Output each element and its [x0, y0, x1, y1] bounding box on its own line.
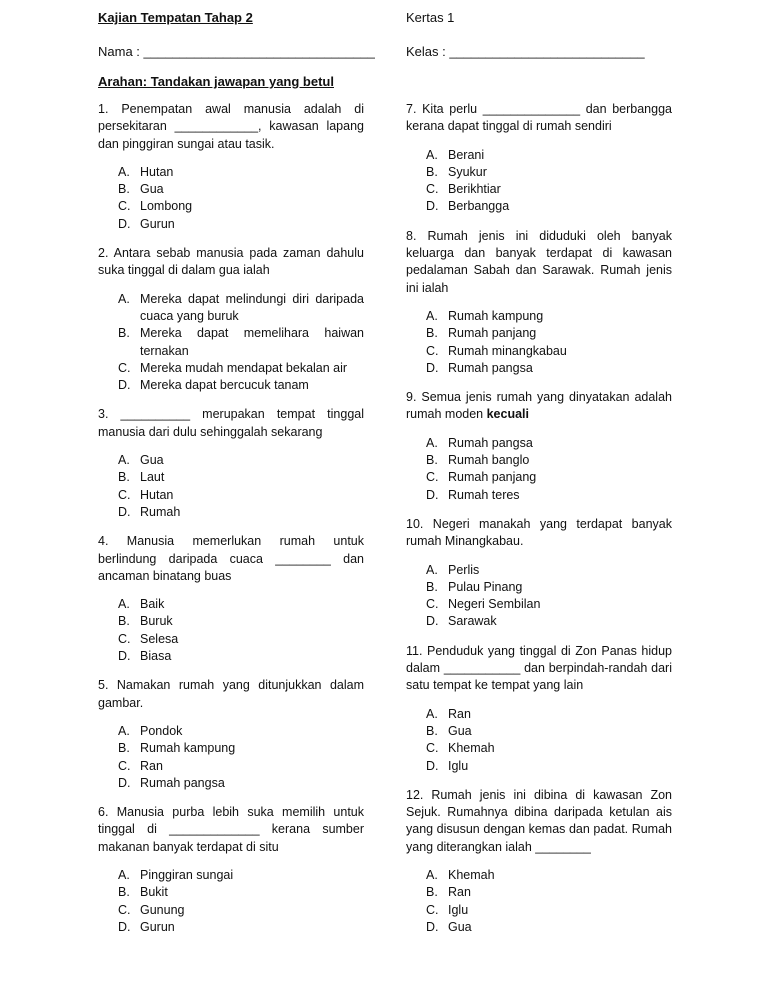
option-letter: B.	[118, 885, 130, 900]
option-text: Mereka dapat bercucuk tanam	[140, 378, 309, 393]
option-letter: C.	[426, 902, 439, 917]
answer-option	[118, 740, 364, 757]
question-body: 4. Manusia memerlukan rumah untuk berlindung daripada cuaca ________ dan ancaman binatang buas	[98, 534, 364, 583]
answer-option	[426, 325, 672, 342]
option-letter: B.	[426, 453, 438, 468]
option-letter: D.	[426, 758, 439, 773]
option-text: Lombong	[140, 199, 193, 214]
option-letter: B.	[118, 326, 130, 341]
answer-option	[426, 723, 672, 740]
question-text	[406, 787, 672, 856]
option-text: Gua	[448, 723, 472, 738]
option-letter: B.	[118, 614, 130, 629]
option-letter: B.	[426, 723, 438, 738]
answer-option	[118, 291, 364, 326]
answer-option	[426, 487, 672, 504]
option-text: Rumah banglo	[448, 453, 530, 468]
option-text: Rumah panjang	[448, 326, 537, 341]
answer-option	[118, 723, 364, 740]
option-text: Mereka mudah mendapat bekalan air	[140, 360, 348, 375]
paper-title: Kertas 1	[406, 10, 455, 25]
answer-option	[426, 452, 672, 469]
answer-option	[118, 902, 364, 919]
question-text	[406, 516, 672, 551]
option-letter: B.	[118, 741, 130, 756]
answer-option	[118, 487, 364, 504]
option-text: Bukit	[140, 885, 168, 900]
answer-option	[426, 884, 672, 901]
option-letter: C.	[426, 597, 439, 612]
question-body: 11. Penduduk yang tinggal di Zon Panas hidup dalam ___________ dan berpindah-randah dari satu tempat ke tempat yang lain	[406, 643, 672, 693]
option-letter: C.	[426, 182, 439, 197]
answer-option	[426, 435, 672, 452]
option-letter: B.	[118, 470, 130, 485]
option-text: Syukur	[448, 164, 487, 179]
question-text	[98, 533, 364, 585]
answer-option	[426, 867, 672, 884]
question-body: 9. Semua jenis rumah yang dinyatakan adalah rumah moden	[406, 390, 672, 422]
question-text	[406, 389, 672, 424]
option-text: Khemah	[448, 741, 495, 756]
answer-option	[426, 469, 672, 486]
option-text: Rumah kampung	[448, 308, 544, 323]
option-letter: B.	[118, 182, 130, 197]
question-body: 7. Kita perlu ______________ dan berbangga kerana dapat tinggal di rumah sendiri	[406, 102, 672, 134]
answer-option	[118, 613, 364, 630]
option-letter: C.	[118, 360, 131, 375]
option-text: Rumah pangsa	[448, 435, 533, 450]
option-text: Rumah	[140, 504, 181, 519]
answer-options	[406, 147, 672, 216]
option-text: Ran	[140, 758, 163, 773]
question-text	[98, 406, 364, 441]
answer-options	[98, 291, 364, 395]
answer-option	[426, 343, 672, 360]
answer-options	[98, 452, 364, 521]
option-text: Ran	[448, 885, 471, 900]
question-emphasis: kecuali	[486, 407, 529, 422]
answer-option	[426, 308, 672, 325]
answer-option	[118, 469, 364, 486]
answer-option	[118, 504, 364, 521]
option-text: Gunung	[140, 902, 185, 917]
option-letter: C.	[426, 343, 439, 358]
option-letter: A.	[426, 706, 438, 721]
answer-option	[426, 198, 672, 215]
option-letter: C.	[426, 741, 439, 756]
option-text: Pinggiran sungai	[140, 867, 234, 882]
option-letter: D.	[426, 199, 439, 214]
option-text: Buruk	[140, 614, 173, 629]
answer-option	[426, 181, 672, 198]
answer-option	[118, 452, 364, 469]
option-letter: C.	[118, 902, 131, 917]
question-text	[98, 804, 364, 856]
question-text	[406, 228, 672, 297]
option-text: Baik	[140, 597, 165, 612]
option-text: Gua	[448, 919, 472, 934]
option-letter: D.	[426, 487, 439, 502]
answer-option	[426, 147, 672, 164]
question-body: 12. Rumah jenis ini dibina di kawasan Zon Sejuk. Rumahnya dibina daripada ketulan ais yang disusun dengan kemas dan padat. Rumah yang diterangkan ialah ________	[406, 787, 672, 854]
answer-options	[406, 706, 672, 775]
answer-options	[406, 867, 672, 936]
option-letter: D.	[118, 504, 131, 519]
option-letter: A.	[118, 723, 130, 738]
option-letter: A.	[118, 597, 130, 612]
option-text: Pondok	[140, 723, 183, 738]
question-text	[98, 101, 364, 153]
answer-option	[118, 884, 364, 901]
answer-options	[98, 164, 364, 233]
answer-option	[118, 377, 364, 394]
option-text: Iglu	[448, 902, 469, 917]
answer-option	[118, 198, 364, 215]
answer-option	[426, 706, 672, 723]
answer-option	[426, 579, 672, 596]
answer-option	[118, 758, 364, 775]
option-text: Hutan	[140, 487, 174, 502]
option-text: Rumah minangkabau	[448, 343, 567, 358]
question-body: 5. Namakan rumah yang ditunjukkan dalam gambar.	[98, 678, 364, 710]
answer-option	[426, 919, 672, 936]
answer-option	[118, 648, 364, 665]
question-body: 10. Negeri manakah yang terdapat banyak rumah Minangkabau.	[406, 516, 672, 549]
option-letter: D.	[426, 614, 439, 629]
left-question-column	[98, 101, 364, 948]
answer-options	[406, 435, 672, 504]
option-text: Rumah pangsa	[448, 360, 533, 375]
option-text: Pulau Pinang	[448, 579, 523, 594]
option-letter: D.	[118, 919, 131, 934]
option-letter: D.	[118, 649, 131, 664]
option-letter: A.	[426, 562, 438, 577]
option-text: Berani	[448, 147, 485, 162]
option-letter: B.	[426, 579, 438, 594]
option-letter: B.	[426, 885, 438, 900]
option-letter: D.	[118, 216, 131, 231]
option-letter: C.	[118, 199, 131, 214]
option-text: Gurun	[140, 216, 175, 231]
answer-option	[426, 596, 672, 613]
option-text: Sarawak	[448, 614, 497, 629]
right-question-column	[406, 101, 672, 948]
answer-option	[118, 596, 364, 613]
answer-option	[118, 775, 364, 792]
option-text: Laut	[140, 470, 165, 485]
answer-option	[426, 902, 672, 919]
option-text: Perlis	[448, 562, 480, 577]
question-body: 6. Manusia purba lebih suka memilih untuk tinggal di _____________ kerana sumber makanan banyak terdapat di situ	[98, 805, 364, 854]
option-letter: C.	[426, 470, 439, 485]
answer-options	[406, 308, 672, 377]
answer-option	[118, 216, 364, 233]
option-text: Gurun	[140, 919, 175, 934]
option-letter: A.	[118, 164, 130, 179]
option-letter: D.	[426, 360, 439, 375]
option-text: Ran	[448, 706, 471, 721]
question-text	[406, 101, 672, 136]
option-letter: A.	[118, 867, 130, 882]
option-letter: A.	[426, 867, 438, 882]
answer-option	[118, 867, 364, 884]
option-text: Mereka dapat melindungi diri daripada cuaca yang buruk	[140, 291, 364, 323]
option-text: Selesa	[140, 631, 179, 646]
instruction: Arahan: Tandakan jawapan yang betul	[98, 74, 334, 89]
class-field: Kelas : ___________________________	[406, 44, 645, 59]
answer-option	[426, 562, 672, 579]
answer-option	[426, 613, 672, 630]
option-letter: C.	[118, 631, 131, 646]
answer-option	[426, 164, 672, 181]
answer-options	[98, 596, 364, 665]
answer-option	[426, 758, 672, 775]
answer-option	[118, 164, 364, 181]
option-text: Iglu	[448, 758, 469, 773]
option-text: Gua	[140, 453, 164, 468]
option-text: Mereka dapat memelihara haiwan ternakan	[140, 326, 364, 358]
question-body: 3. __________ merupakan tempat tinggal manusia dari dulu sehinggalah sekarang	[98, 407, 364, 439]
question-text	[98, 677, 364, 712]
question-body: 8. Rumah jenis ini diduduki oleh banyak keluarga dan banyak terdapat di kawasan pedalaman Sabah dan Sarawak. Rumah jenis ini ialah	[406, 228, 672, 295]
option-letter: D.	[118, 378, 131, 393]
option-text: Hutan	[140, 164, 174, 179]
option-text: Negeri Sembilan	[448, 597, 541, 612]
option-text: Biasa	[140, 649, 172, 664]
option-letter: B.	[426, 164, 438, 179]
option-text: Gua	[140, 182, 164, 197]
option-letter: A.	[426, 308, 438, 323]
answer-option	[118, 325, 364, 360]
option-text: Rumah teres	[448, 487, 520, 502]
option-letter: A.	[118, 291, 130, 306]
answer-options	[98, 723, 364, 792]
option-text: Khemah	[448, 867, 495, 882]
question-body: 1. Penempatan awal manusia adalah di persekitaran ____________, kawasan lapang dan pinggiran sungai atau tasik.	[98, 102, 364, 151]
option-text: Berbangga	[448, 199, 510, 214]
answer-options	[98, 867, 364, 936]
option-letter: C.	[118, 487, 131, 502]
option-letter: A.	[426, 435, 438, 450]
subject-title: Kajian Tempatan Tahap 2	[98, 10, 253, 25]
option-text: Rumah kampung	[140, 741, 236, 756]
option-letter: C.	[118, 758, 131, 773]
answer-option	[118, 360, 364, 377]
option-letter: D.	[426, 919, 439, 934]
question-text	[406, 643, 672, 695]
option-text: Berikhtiar	[448, 182, 501, 197]
option-text: Rumah pangsa	[140, 775, 225, 790]
question-text	[98, 245, 364, 280]
answer-option	[426, 360, 672, 377]
question-body: 2. Antara sebab manusia pada zaman dahulu suka tinggal di dalam gua ialah	[98, 246, 364, 278]
option-letter: D.	[118, 775, 131, 790]
answer-option	[118, 631, 364, 648]
option-letter: B.	[426, 326, 438, 341]
answer-options	[406, 562, 672, 631]
answer-option	[426, 740, 672, 757]
answer-option	[118, 919, 364, 936]
answer-option	[118, 181, 364, 198]
option-text: Rumah panjang	[448, 470, 537, 485]
option-letter: A.	[426, 147, 438, 162]
option-letter: A.	[118, 453, 130, 468]
name-field: Nama : ________________________________	[98, 44, 375, 59]
